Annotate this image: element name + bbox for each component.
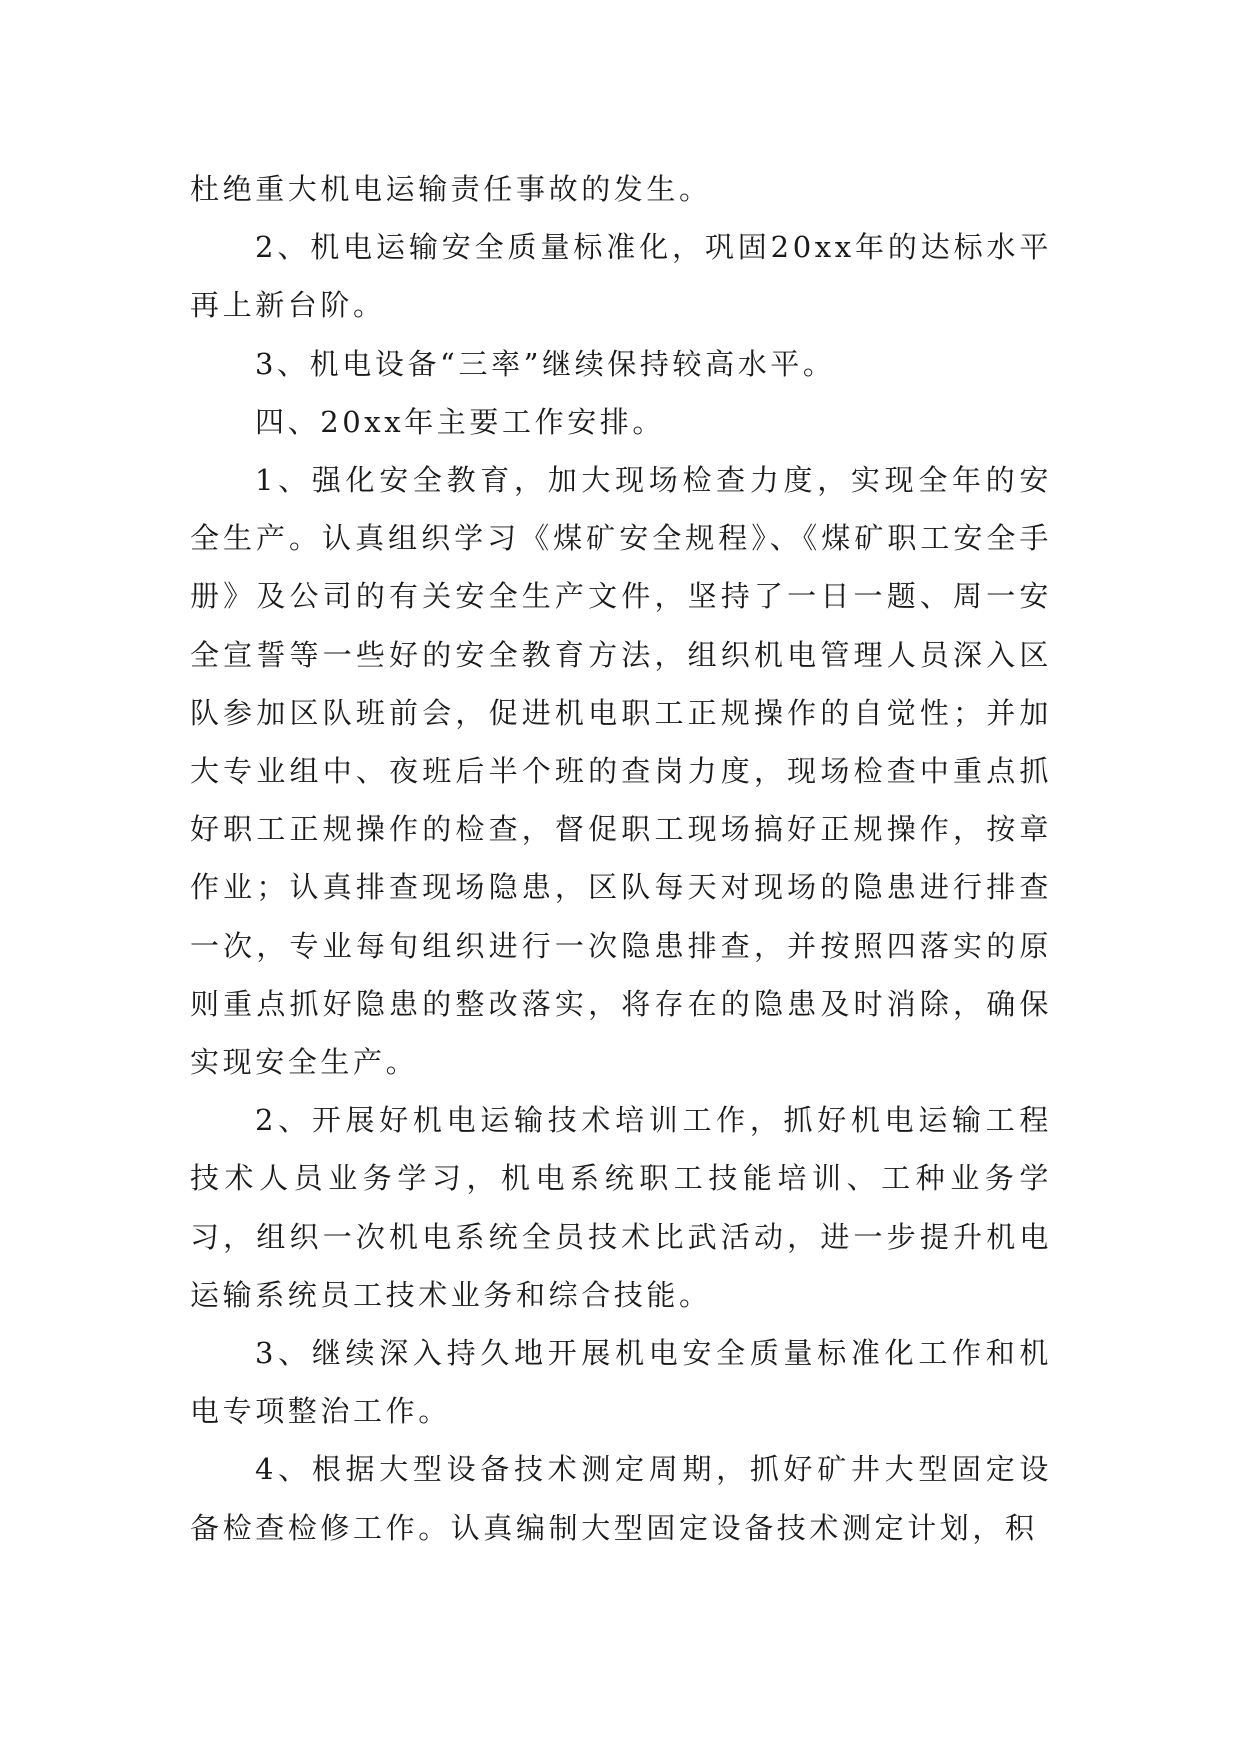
paragraph-item-2-standardization: 2、机电运输安全质量标准化，巩固20xx年的达标水平再上新台阶。 <box>190 230 1052 323</box>
paragraph-continuation: 杜绝重大机电运输责任事故的发生。 <box>190 172 712 206</box>
document-body <box>190 160 1052 1557</box>
paragraph-item-3-equipment-rates: 3、机电设备“三率”继续保持较高水平。 <box>255 346 836 381</box>
paragraph-plan-3-standardization: 3、继续深入持久地开展机电安全质量标准化工作和机电专项整治工作。 <box>190 1336 1052 1429</box>
paragraph-plan-2-training: 2、开展好机电运输技术培训工作，抓好机电运输工程技术人员业务学习，机电系统职工技能培训、工种业务学习，组织一次机电系统全员技术比武活动，进一步提升机电运输系统员工技术业务和综合技能。 <box>190 1103 1052 1312</box>
section-heading-work-plan: 四、20xx年主要工作安排。 <box>255 404 666 439</box>
paragraph-plan-1-safety-education: 1、强化安全教育，加大现场检查力度，实现全年的安全生产。认真组织学习《煤矿安全规程》、《煤矿职工安全手册》及公司的有关安全生产文件，坚持了一日一题、周一安全宣誓等一些好的安全教育方法，组织机电管理人员深入区队参加区队班前会，促进机电职工正规操作的自觉性；并加大专业组中、夜班后半个班的查岗力度，现场检查中重点抓好职工正规操作的检查，督促职工现场搞好正规操作，按章作业；认真排查现场隐患，区队每天对现场的隐患进行排查一次，专业每旬组织进行一次隐患排查，并按照四落实的原则重点抓好隐患的整改落实，将存在的隐患及时消除，确保实现安全生产。 <box>190 463 1052 1080</box>
paragraph-plan-4-equipment-testing: 4、根据大型设备技术测定周期，抓好矿井大型固定设备检查检修工作。认真编制大型固定设备技术测定计划，积 <box>190 1452 1052 1545</box>
